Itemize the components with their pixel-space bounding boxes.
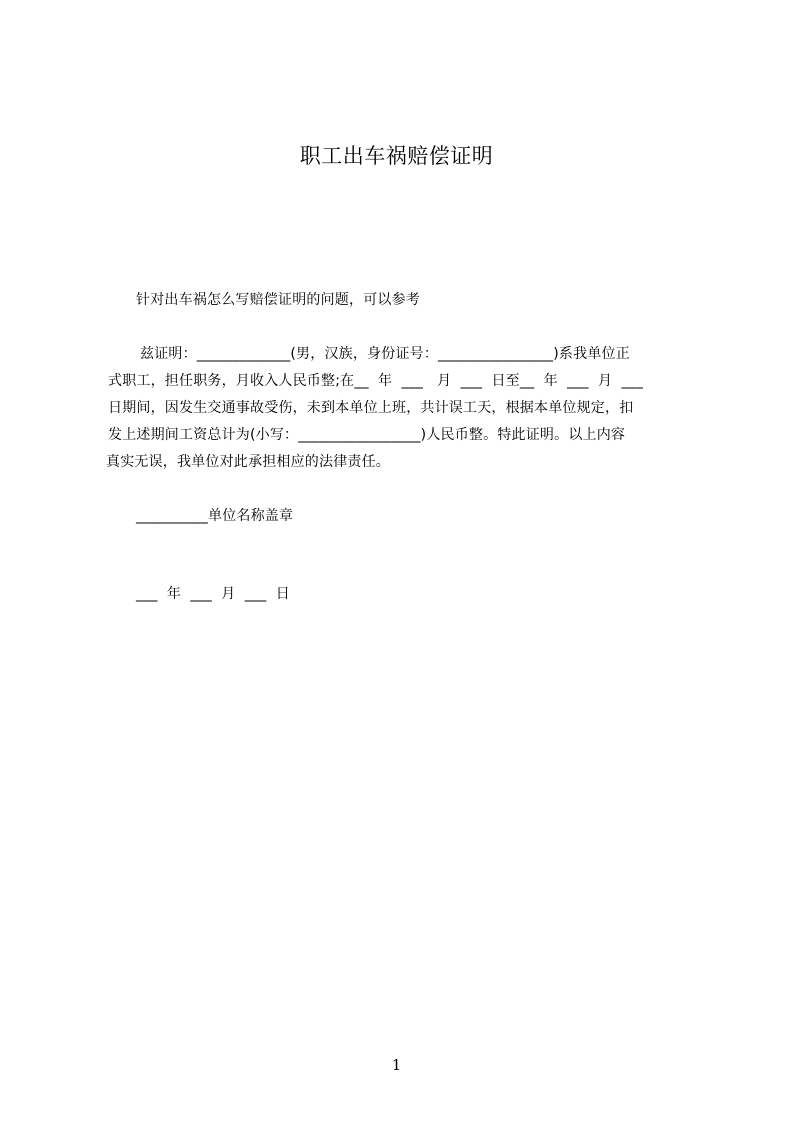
body-line-1: 兹证明：_____________(男，汉族，身份证号：________________)系我单位正 xyxy=(140,346,630,362)
body-line-wrapper xyxy=(104,398,698,420)
body-line-wrapper xyxy=(104,344,698,366)
body-line-3: 日期间，因发生交通事故受伤，未到本单位上班，共计误工天，根据本单位规定，扣 xyxy=(108,400,634,416)
page-title: 职工出车祸赔偿证明 xyxy=(299,144,494,168)
body-line-wrapper xyxy=(104,371,698,393)
seal-line: __________单位名称盖章 xyxy=(136,508,294,524)
body-line-2: 式职工，担任职务，月收入人民币整;在__ 年 ___ 月 ___ 日至__ 年 ___ 月 ___ xyxy=(108,373,644,389)
page-number: 1 xyxy=(391,1056,402,1074)
intro-paragraph: 针对出车祸怎么写赔偿证明的问题，可以参考 xyxy=(136,292,420,308)
body-line-4: 发上述期间工资总计为(小写：_________________)人民币整。特此证明。以上内容 xyxy=(108,427,626,443)
body-line-wrapper xyxy=(104,452,698,474)
date-line: ___ 年 ___ 月 ___ 日 xyxy=(136,586,290,602)
body-line-5: 真实无误，我单位对此承担相应的法律责任。 xyxy=(106,454,390,470)
body-line-wrapper xyxy=(104,425,698,447)
